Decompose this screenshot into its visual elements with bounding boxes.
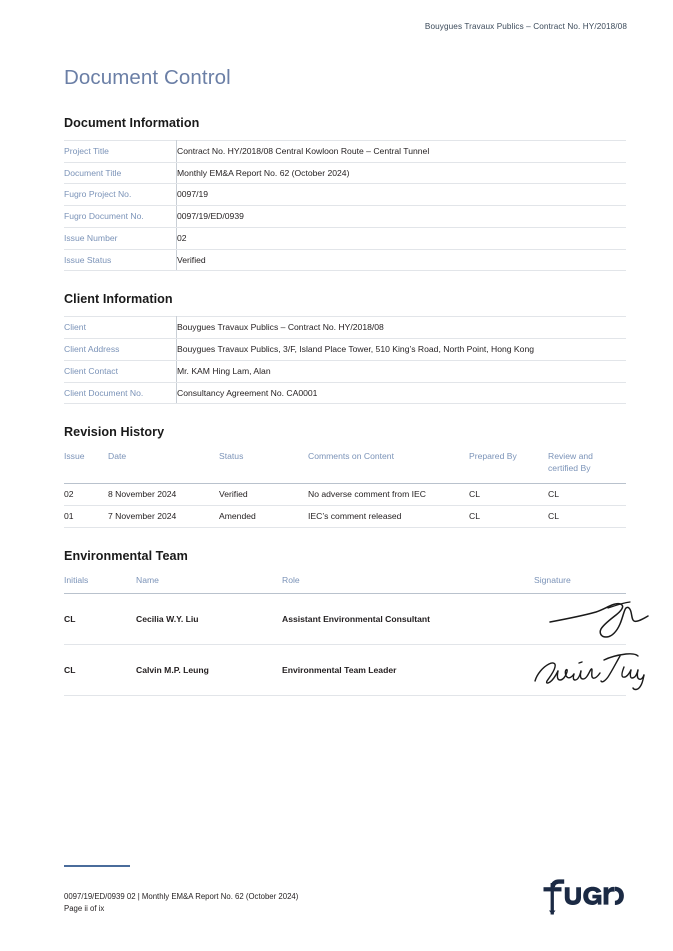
cell-name: Calvin M.P. Leung <box>136 644 282 695</box>
row-value: Contract No. HY/2018/08 Central Kowloon Route – Central Tunnel <box>177 141 627 163</box>
table-row <box>64 360 626 382</box>
cell-initials: CL <box>64 644 136 695</box>
footer-text <box>64 891 298 915</box>
column-header-issue: Issue <box>64 449 108 483</box>
column-header-role: Role <box>282 573 534 594</box>
row-value: 02 <box>177 227 627 249</box>
cell-role: Environmental Team Leader <box>282 644 534 695</box>
section-document-information <box>64 116 626 271</box>
cell-signature <box>534 593 626 644</box>
cell-comments: No adverse comment from IEC <box>308 484 469 506</box>
column-header-prepared-by: Prepared By <box>469 449 548 483</box>
row-value: Verified <box>177 249 627 271</box>
table-row <box>64 141 626 163</box>
cell-status: Amended <box>219 505 308 527</box>
row-label: Client Document No. <box>64 382 177 404</box>
row-value: 0097/19 <box>177 184 627 206</box>
section-title-revision-history: Revision History <box>64 425 165 440</box>
cell-review-certified-by: CL <box>548 484 626 506</box>
signature-cecilia-liu <box>544 596 656 642</box>
column-header-name: Name <box>136 573 282 594</box>
table-row <box>64 644 626 695</box>
table-header-row <box>64 573 626 594</box>
table-row <box>64 339 626 361</box>
row-label: Project Title <box>64 141 177 163</box>
table-row <box>64 206 626 228</box>
row-label: Document Title <box>64 162 177 184</box>
cell-date: 8 November 2024 <box>108 484 219 506</box>
row-label: Fugro Project No. <box>64 184 177 206</box>
cell-role: Assistant Environmental Consultant <box>282 593 534 644</box>
document-information-table <box>64 140 626 271</box>
table-row <box>64 317 626 339</box>
table-header-row <box>64 449 626 483</box>
signature-calvin-leung <box>532 647 644 693</box>
footer-doc-reference: 0097/19/ED/0939 02 | Monthly EM&A Report No. 62 (October 2024) <box>64 891 299 901</box>
row-value: Mr. KAM Hing Lam, Alan <box>177 360 627 382</box>
footer-divider <box>64 865 130 867</box>
footer-page-number: Page ii of ix <box>64 903 105 913</box>
running-header: Bouygues Travaux Publics – Contract No. HY/2018/08 <box>424 22 627 31</box>
section-title-document-information: Document Information <box>64 116 200 130</box>
section-title-environmental-team: Environmental Team <box>64 548 188 563</box>
table-row <box>64 184 626 206</box>
row-value: Bouygues Travaux Publics, 3/F, Island Place Tower, 510 King’s Road, North Point, Hong Kong <box>177 339 627 361</box>
revision-history-table <box>64 449 626 527</box>
column-header-date: Date <box>108 449 219 483</box>
cell-prepared-by: CL <box>469 505 548 527</box>
table-row <box>64 484 626 506</box>
row-label: Client Address <box>64 339 177 361</box>
cell-issue: 02 <box>64 484 108 506</box>
cell-prepared-by: CL <box>469 484 548 506</box>
cell-signature <box>534 644 626 695</box>
row-label: Fugro Document No. <box>64 206 177 228</box>
row-value: Bouygues Travaux Publics – Contract No. HY/2018/08 <box>177 317 627 339</box>
section-title-client-information: Client Information <box>64 292 173 307</box>
row-label: Client Contact <box>64 360 177 382</box>
client-information-table <box>64 316 626 404</box>
row-label: Client <box>64 317 177 339</box>
row-label: Issue Status <box>64 249 177 271</box>
table-row <box>64 593 626 644</box>
column-header-signature: Signature <box>534 573 626 594</box>
table-row <box>64 162 626 184</box>
environmental-team-table <box>64 573 626 696</box>
cell-status: Verified <box>219 484 308 506</box>
column-header-initials: Initials <box>64 573 136 594</box>
section-client-information <box>64 292 626 404</box>
row-value: Consultancy Agreement No. CA0001 <box>177 382 627 404</box>
cell-comments: IEC’s comment released <box>308 505 469 527</box>
row-value: Monthly EM&A Report No. 62 (October 2024) <box>177 162 627 184</box>
column-header-review-certified-by: Review and certified By <box>548 449 626 483</box>
page-footer <box>64 877 626 915</box>
table-row <box>64 505 626 527</box>
table-row <box>64 249 626 271</box>
cell-review-certified-by: CL <box>548 505 626 527</box>
section-environmental-team <box>64 549 626 696</box>
table-row <box>64 382 626 404</box>
row-value: 0097/19/ED/0939 <box>177 206 627 228</box>
cell-name: Cecilia W.Y. Liu <box>136 593 282 644</box>
table-row <box>64 227 626 249</box>
cell-initials: CL <box>64 593 136 644</box>
cell-issue: 01 <box>64 505 108 527</box>
page-content <box>64 66 626 717</box>
fugro-logo <box>540 877 626 915</box>
section-revision-history <box>64 425 626 527</box>
column-header-comments: Comments on Content <box>308 449 469 483</box>
column-header-status: Status <box>219 449 308 483</box>
row-label: Issue Number <box>64 227 177 249</box>
cell-date: 7 November 2024 <box>108 505 219 527</box>
page-title: Document Control <box>64 66 231 89</box>
